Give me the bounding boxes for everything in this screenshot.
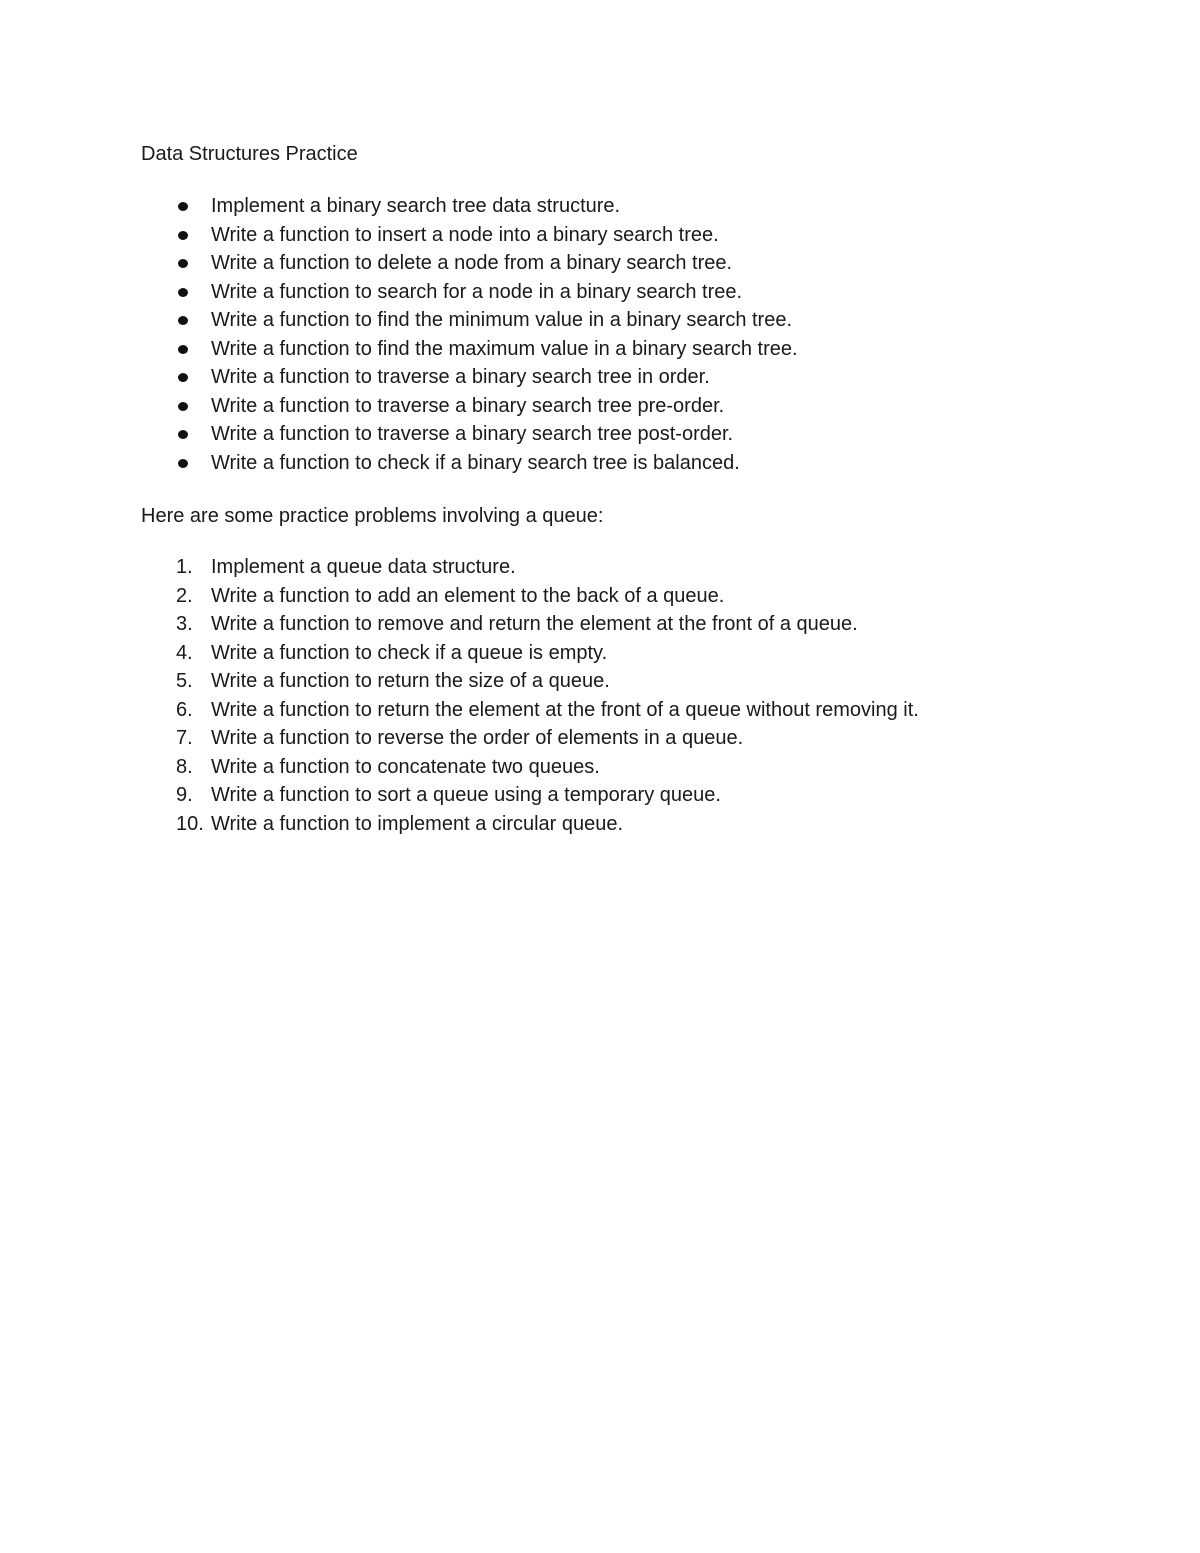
list-item-text: Write a function to concatenate two queues. bbox=[211, 755, 600, 778]
list-item-text: Implement a queue data structure. bbox=[211, 556, 516, 578]
list-item-text: Write a function to add an element to the back of a queue. bbox=[211, 584, 725, 607]
list-item-text: Write a function to traverse a binary search tree in order. bbox=[211, 366, 710, 388]
list-item-text: Implement a binary search tree data structure. bbox=[211, 195, 621, 217]
list-item-number: 9. bbox=[176, 784, 193, 806]
list-item-text: Write a function to check if a binary search tree is balanced. bbox=[211, 451, 740, 474]
list-item-number: 8. bbox=[176, 755, 193, 778]
bullet-icon bbox=[178, 373, 188, 382]
list-item-text: Write a function to sort a queue using a temporary queue. bbox=[211, 784, 721, 806]
page-title: Data Structures Practice bbox=[141, 143, 358, 165]
list-item-text: Write a function to return the element at the front of a queue without removing it. bbox=[211, 698, 919, 721]
list-item-number: 10. bbox=[176, 812, 204, 835]
list-item-text: Write a function to insert a node into a binary search tree. bbox=[211, 223, 719, 246]
list-item-text: Write a function to remove and return the element at the front of a queue. bbox=[211, 613, 858, 635]
list-item-number: 6. bbox=[176, 698, 193, 721]
list-item-text: Write a function to find the maximum value in a binary search tree. bbox=[211, 337, 798, 360]
bullet-icon bbox=[178, 402, 188, 411]
list-item-text: Write a function to return the size of a queue. bbox=[211, 670, 610, 692]
list-item-text: Write a function to delete a node from a binary search tree. bbox=[211, 252, 733, 274]
bullet-icon bbox=[178, 345, 188, 354]
list-item-text: Write a function to find the minimum value in a binary search tree. bbox=[211, 309, 793, 331]
bullet-icon bbox=[178, 316, 188, 325]
bullet-icon bbox=[178, 259, 188, 268]
bullet-icon bbox=[178, 202, 188, 211]
bullet-icon bbox=[178, 430, 188, 439]
list-item-number: 7. bbox=[176, 727, 193, 749]
list-item-number: 1. bbox=[176, 556, 193, 578]
list-item-number: 4. bbox=[176, 641, 193, 664]
list-item-text: Write a function to search for a node in a binary search tree. bbox=[211, 280, 743, 303]
list-item-text: Write a function to reverse the order of elements in a queue. bbox=[211, 727, 744, 749]
list-item-number: 2. bbox=[176, 584, 193, 607]
list-item-text: Write a function to traverse a binary search tree pre-order. bbox=[211, 394, 725, 417]
queue-section-intro: Here are some practice problems involving a queue: bbox=[141, 505, 604, 527]
list-item-text: Write a function to check if a queue is empty. bbox=[211, 641, 608, 664]
list-item-text: Write a function to implement a circular queue. bbox=[211, 812, 624, 835]
bullet-icon bbox=[178, 288, 188, 297]
list-item-text: Write a function to traverse a binary search tree post-order. bbox=[211, 423, 734, 445]
list-item-number: 3. bbox=[176, 613, 193, 635]
list-item-number: 5. bbox=[176, 670, 193, 692]
bullet-icon bbox=[178, 231, 188, 240]
bullet-icon bbox=[178, 459, 188, 468]
